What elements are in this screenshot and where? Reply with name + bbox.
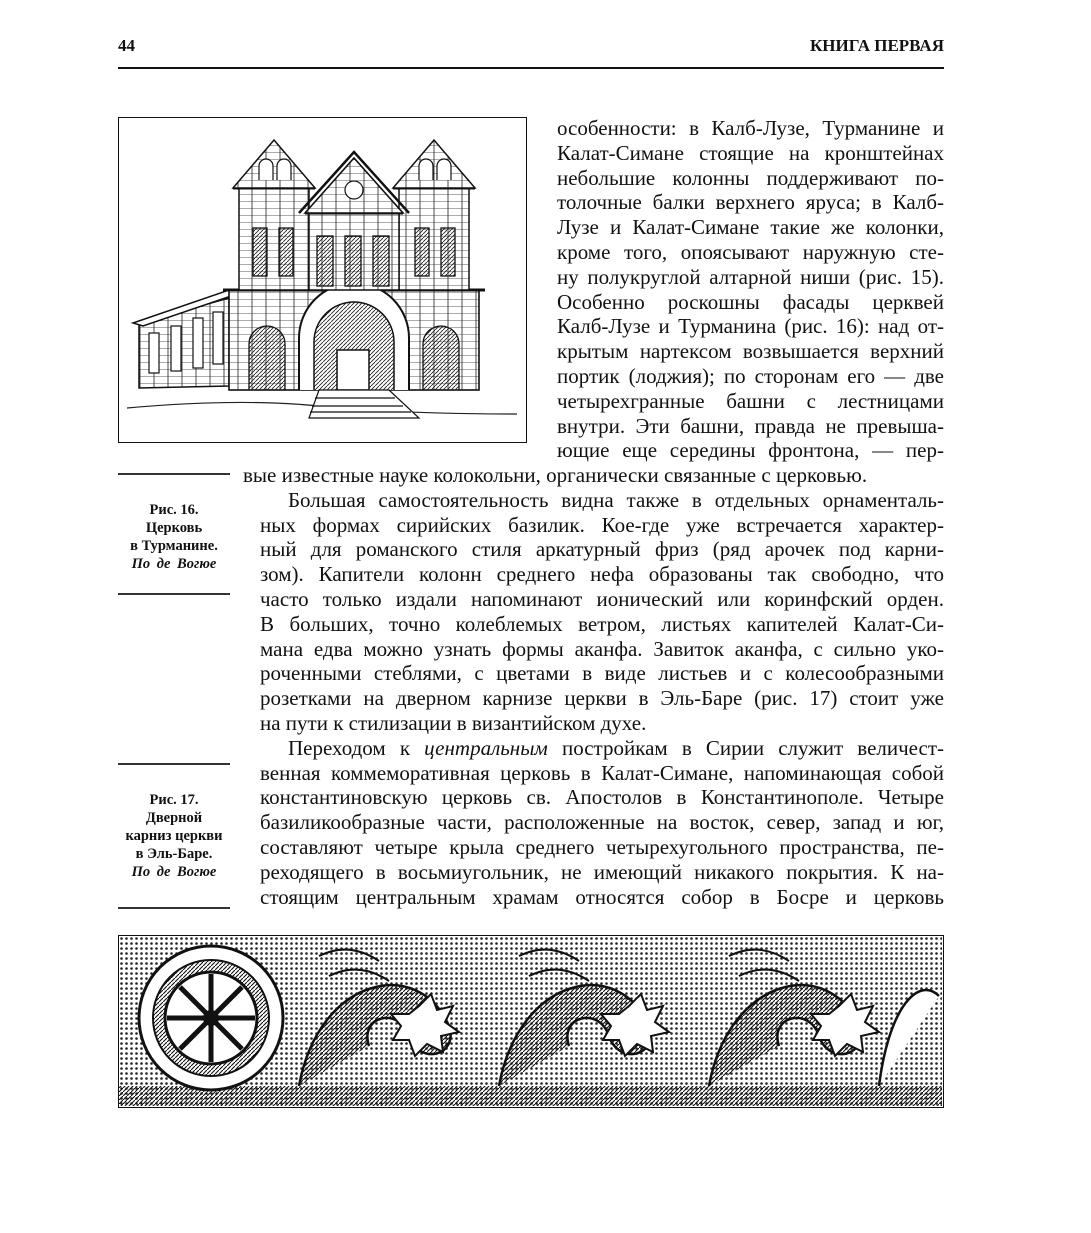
main-column-text	[243, 463, 945, 909]
right-column-text	[557, 116, 944, 463]
text-line: составляют четыре крыла среднего четырехугольного пространства, пе-	[260, 834, 944, 859]
text-line: базиликообразные части, расположенные на восток, север, запад и юг,	[260, 810, 944, 835]
text-line: особенности: в Калб-Лузе, Турманине и	[557, 116, 944, 140]
caption-line: карниз церкви	[125, 828, 223, 844]
text-line: зом). Капители колонн среднего нефа образованы так свободно, что	[260, 562, 944, 587]
caption-line: в Эль-Баре.	[135, 846, 213, 862]
figure-credit: По де Вогюе	[131, 864, 217, 880]
text-line: Особенно роскошны фасады церквей	[557, 289, 944, 314]
text-line: В больших, точно колеблемых ветром, листьях капителей Калат-Си-	[260, 611, 944, 636]
text-line: стоящим центральным храмам относятся собор в Босре и церковь	[260, 884, 944, 909]
text-line: Лузе и Калат-Симане такие же колонки,	[557, 215, 944, 240]
text-line: вые известные науке колокольни, органически связанные с церковью.	[243, 463, 868, 487]
text-line: на пути к стилизации в византийском духе.	[260, 710, 647, 735]
cornice-engraving	[119, 936, 942, 1106]
figure-17-cornice-illustration	[118, 935, 944, 1108]
caption-rule	[118, 593, 230, 595]
text-line: Калб-Лузе и Турманина (рис. 16): над от-	[557, 314, 944, 339]
text-line: крытым нартексом возвышается верхний	[557, 339, 944, 364]
text-line: кроме того, опоясывают наружную сте-	[557, 239, 944, 264]
caption-rule	[118, 907, 230, 909]
text-line: роченными стеблями, с цветами в виде листьев и с колесообразными	[260, 661, 944, 686]
text-line	[260, 736, 944, 761]
text-line: небольшие колонны поддерживают по-	[557, 165, 944, 190]
caption-rule	[118, 763, 230, 765]
text-line: внутри. Эти башни, правда не превыша-	[557, 413, 944, 438]
text-line: ных формах сирийских базилик. Кое-где уже встречается характер-	[260, 512, 944, 537]
text-line: Калат-Симане стоящие на кронштейнах	[557, 140, 944, 165]
caption-line: Дверной	[145, 810, 203, 826]
caption-rule	[118, 473, 230, 475]
text-line: ный для романского стиля аркатурный фриз (ряд арочек под карни-	[260, 537, 944, 562]
figure-16-caption	[118, 501, 230, 573]
text-line: константиновскую церковь св. Апостолов в Константинополе. Четыре	[260, 785, 944, 810]
text-line: Большая самостоятельность видна также в отдельных орнаменталь-	[288, 487, 944, 512]
caption-line: в Турманине.	[130, 538, 218, 554]
figure-label: Рис. 17.	[149, 792, 199, 808]
running-title: КНИГА ПЕРВАЯ	[809, 36, 944, 55]
caption-line: Церковь	[145, 520, 203, 536]
text-line: венная коммеморативная церковь в Калат-Симане, напоминающая собой	[260, 760, 944, 785]
figure-16-church-illustration	[118, 117, 527, 443]
text-line: четырехгранные башни с лестницами	[557, 388, 944, 413]
figure-credit: По де Вогюе	[131, 556, 217, 572]
text-span: постройкам в Сирии служит величест-	[547, 735, 945, 760]
church-engraving	[119, 118, 525, 441]
text-line: часто только издали напоминают ионический или коринфский орден.	[260, 586, 944, 611]
text-line: ющие еще середины фронтона, — пер-	[557, 438, 944, 463]
text-line: розетками на дверном карнизе церкви в Эль-Баре (рис. 17) стоит уже	[260, 686, 944, 711]
rosette-ornament	[139, 946, 283, 1090]
text-span: Переходом к	[288, 735, 425, 760]
figure-label: Рис. 16.	[149, 502, 199, 518]
header-rule	[118, 67, 944, 69]
text-line: ну полукруглой алтарной ниши (рис. 15).	[557, 264, 944, 289]
page-number: 44	[118, 36, 135, 55]
italic-term: центральным	[424, 735, 548, 760]
text-line: мана едва можно узнать формы аканфа. Завиток аканфа, с сильно уко-	[260, 636, 944, 661]
figure-17-caption	[118, 791, 230, 881]
text-line: реходящего в восьмиугольник, не имеющий никакого покрытия. К на-	[260, 859, 944, 884]
text-line: толочные балки верхнего яруса; в Калб-	[557, 190, 944, 215]
text-line: портик (лоджия); по сторонам его — две	[557, 363, 944, 388]
